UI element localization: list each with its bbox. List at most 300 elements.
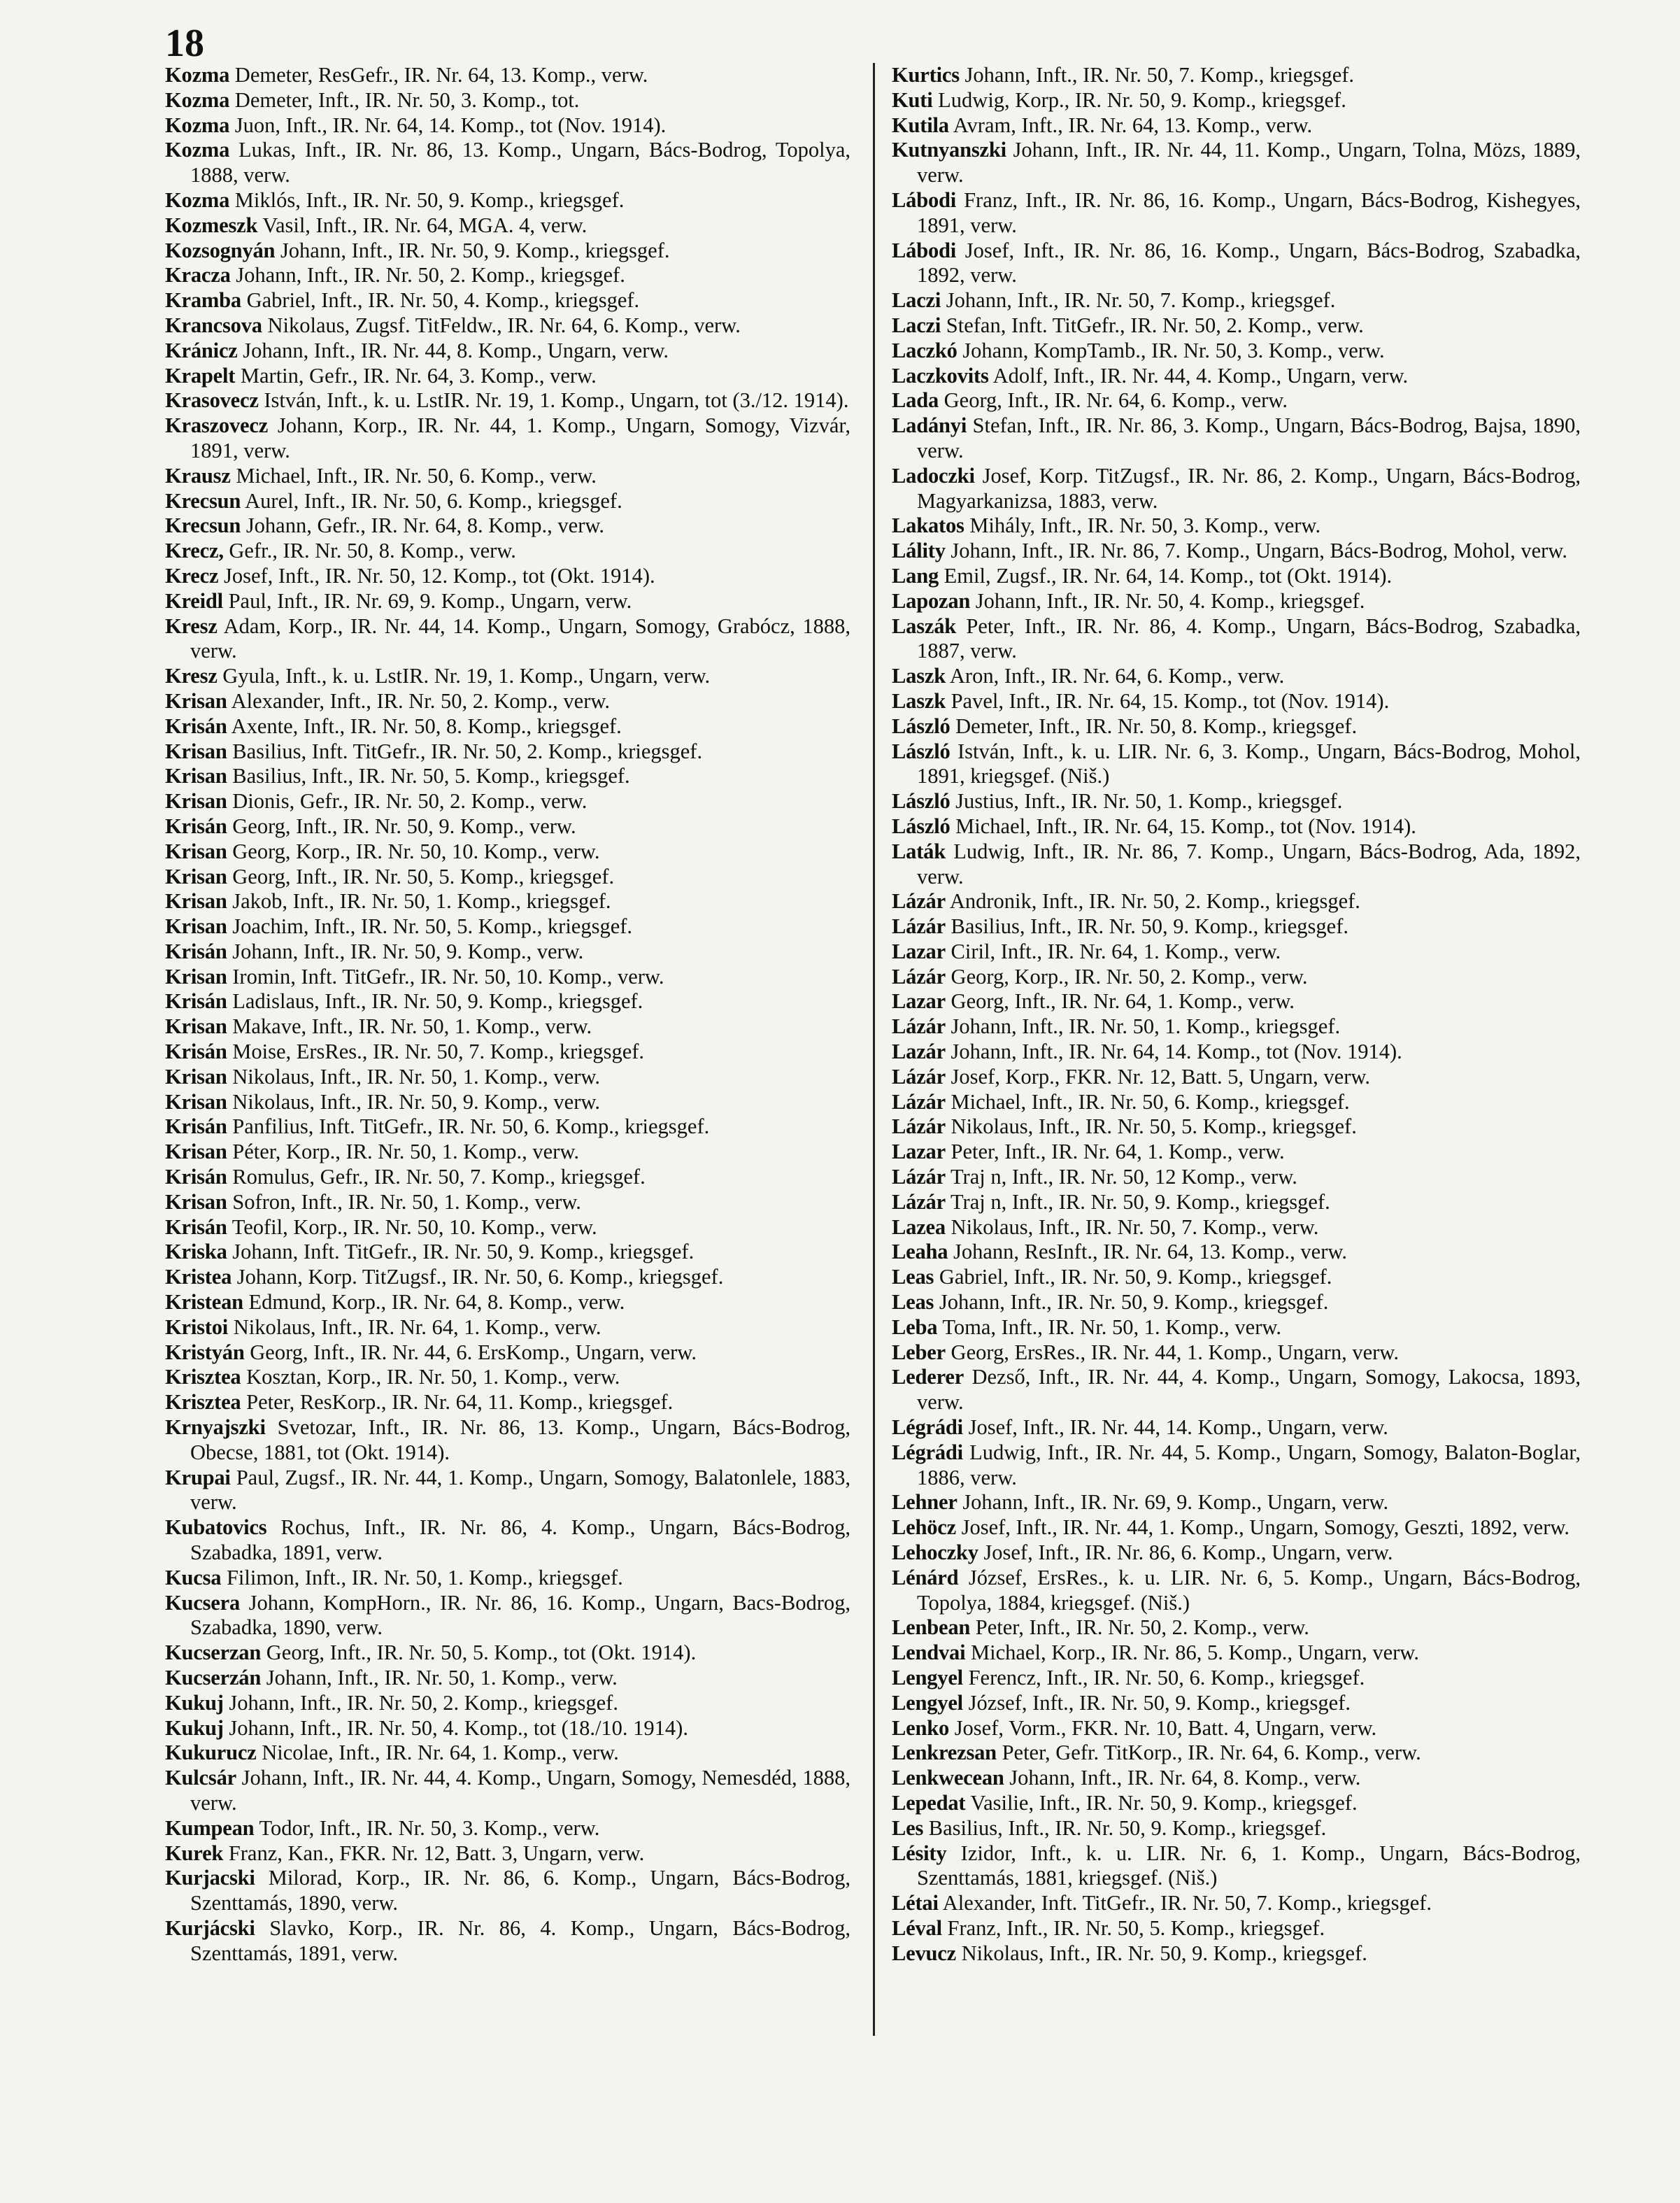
entry-details: József, ErsRes., k. u. LIR. Nr. 6, 5. Komp., Ungarn, Bács-Bodrog, Topolya, 1884, kriegsgef. (Niš.) [917,1565,1581,1615]
entry-details: Paul, Inft., IR. Nr. 69, 9. Komp., Ungarn, verw. [222,588,632,613]
entry-details: Romulus, Gefr., IR. Nr. 50, 7. Komp., kriegsgef. [227,1165,646,1189]
entry-surname: Krausz [165,463,231,488]
entry-surname: Kurjácski [165,1915,255,1940]
entry-details: Adolf, Inft., IR. Nr. 44, 4. Komp., Ungarn, verw. [988,363,1409,388]
entry-details: Nikolaus, Inft., IR. Nr. 64, 1. Komp., verw. [228,1315,601,1339]
entry-details: Moise, ErsRes., IR. Nr. 50, 7. Komp., kriegsgef. [227,1040,645,1064]
entry-details: Demeter, ResGefr., IR. Nr. 64, 13. Komp., verw. [229,63,648,87]
list-entry [165,239,850,264]
entry-surname: Lázár [892,964,946,989]
entry-surname: László [892,714,951,738]
entry-surname: Kutnyanszki [892,138,1006,162]
list-entry [892,1716,1581,1741]
list-entry [892,339,1581,364]
entry-details: Joachim, Inft., IR. Nr. 50, 5. Komp., kriegsgef. [227,914,633,939]
list-entry [165,1265,850,1290]
list-entry [892,1340,1581,1366]
entry-details: Johann, Inft., IR. Nr. 69, 9. Komp., Ungarn, verw. [957,1490,1389,1515]
entry-details: Filimon, Inft., IR. Nr. 50, 1. Komp., kriegsgef. [221,1565,623,1589]
entry-surname: Kránicz [165,338,238,362]
entry-surname: Kristyán [165,1340,245,1364]
entry-details: Johann, Inft., IR. Nr. 44, 8. Komp., Ungarn, verw. [237,338,669,362]
entry-details: Demeter, Inft., IR. Nr. 50, 8. Komp., kriegsgef. [950,714,1358,738]
entry-surname: Laták [892,839,946,863]
list-entry [892,739,1581,790]
entry-details: Johann, Inft., IR. Nr. 86, 7. Komp., Ungarn, Bács-Bodrog, Mohol, verw. [945,539,1567,563]
entry-details: Josef, Korp., FKR. Nr. 12, Batt. 5, Ungarn, verw. [945,1064,1371,1089]
entry-details: Nikolaus, Inft., IR. Nr. 50, 9. Komp., kriegsgef. [955,1941,1367,1965]
entry-details: Michael, Inft., IR. Nr. 50, 6. Komp., verw. [230,463,597,488]
entry-surname: Krisán [165,1040,227,1064]
list-entry [892,1515,1581,1540]
entry-surname: Lenko [892,1715,950,1740]
entry-details: Péter, Korp., IR. Nr. 50, 1. Komp., verw. [227,1140,579,1164]
entry-details: Peter, Inft., IR. Nr. 86, 4. Komp., Ungarn, Bács-Bodrog, Szabadka, 1887, verw. [917,614,1581,663]
entry-details: Georg, Inft., IR. Nr. 64, 6. Komp., verw. [939,388,1288,413]
entry-details: Andronik, Inft., IR. Nr. 50, 2. Komp., kriegsgef. [945,889,1360,914]
entry-surname: Krisan [165,1140,227,1164]
list-entry [165,313,850,339]
entry-surname: Krisan [165,1064,227,1089]
list-entry [892,1040,1581,1065]
list-entry [892,1540,1581,1566]
list-entry [892,789,1581,814]
entry-details: Traj n, Inft., IR. Nr. 50, 12 Komp., verw. [945,1165,1297,1189]
list-entry [165,1090,850,1115]
entry-surname: Laszák [892,614,957,638]
list-entry [892,1666,1581,1691]
list-entry [892,88,1581,113]
entry-details: Johann, KompTamb., IR. Nr. 50, 3. Komp., verw. [957,338,1385,362]
list-entry [892,589,1581,614]
list-entry [165,1390,850,1415]
entry-surname: Lapozan [892,588,971,613]
list-entry [892,1891,1581,1916]
list-entry [892,1014,1581,1040]
entry-surname: Krisán [165,939,227,963]
entry-surname: Kresz [165,614,218,638]
entry-details: Johann, Inft., IR. Nr. 50, 1. Komp., verw. [261,1666,618,1690]
list-entry [165,1766,850,1816]
list-entry [165,513,850,539]
list-entry [892,1916,1581,1941]
list-entry [165,1741,850,1766]
entry-surname: Lábodi [892,238,957,262]
entry-surname: Kurjacski [165,1866,255,1890]
entry-details: Josef, Inft., IR. Nr. 50, 12. Komp., tot (Okt. 1914). [218,563,655,588]
entry-surname: Krisán [165,1165,227,1189]
entry-details: Alexander, Inft. TitGefr., IR. Nr. 50, 7. Komp., kriegsgef. [938,1891,1432,1915]
entry-surname: Létai [892,1891,939,1915]
entry-surname: Krecz [165,563,219,588]
entry-surname: Lenkwecean [892,1766,1004,1790]
entry-surname: Kriska [165,1240,227,1264]
entry-details: Aurel, Inft., IR. Nr. 50, 6. Komp., kriegsgef. [241,488,622,513]
entry-details: Dionis, Gefr., IR. Nr. 50, 2. Komp., verw. [227,789,588,814]
entry-surname: Krisztea [165,1390,241,1415]
entry-surname: Krisan [165,914,227,939]
entry-details: Makave, Inft., IR. Nr. 50, 1. Komp., verw. [227,1014,592,1039]
entry-details: Emil, Zugsf., IR. Nr. 64, 14. Komp., tot (Okt. 1914). [939,563,1393,588]
entry-details: Gabriel, Inft., IR. Nr. 50, 9. Komp., kriegsgef. [934,1265,1332,1289]
entry-details: Georg, Inft., IR. Nr. 44, 6. ErsKomp., Ungarn, verw. [244,1340,697,1364]
list-entry [165,1240,850,1265]
list-entry [165,1190,850,1215]
entry-details: Ludwig, Inft., IR. Nr. 44, 5. Komp., Ungarn, Somogy, Balaton-Boglar, 1886, verw. [917,1440,1581,1489]
list-entry [165,1466,850,1516]
entry-details: Johann, Inft., IR. Nr. 50, 2. Komp., kriegsgef. [230,263,625,288]
entry-details: Johann, Inft., IR. Nr. 50, 2. Komp., kriegsgef. [223,1690,618,1715]
entry-details: József, Inft., IR. Nr. 50, 9. Komp., kriegsgef. [962,1690,1351,1715]
list-entry [892,113,1581,139]
list-entry [165,489,850,514]
entry-surname: Kubatovics [165,1515,267,1540]
entry-details: Josef, Inft., IR. Nr. 44, 14. Komp., Ungarn, verw. [962,1415,1388,1440]
entry-surname: Levucz [892,1941,956,1965]
list-entry [165,1165,850,1190]
list-entry [892,564,1581,589]
entry-details: Peter, Inft., IR. Nr. 64, 1. Komp., verw. [945,1140,1285,1164]
entry-details: Josef, Inft., IR. Nr. 86, 6. Komp., Ungarn, verw. [978,1540,1393,1565]
entry-surname: Kristea [165,1265,232,1289]
list-entry [165,1591,850,1641]
entry-surname: Krnyajszki [165,1415,266,1440]
list-entry [892,63,1581,88]
entry-details: Justius, Inft., IR. Nr. 50, 1. Komp., kriegsgef. [950,789,1343,814]
entry-surname: Leba [892,1315,938,1339]
entry-surname: Lenbean [892,1615,971,1640]
entry-surname: Krisan [165,1189,227,1214]
entry-surname: Les [892,1815,924,1840]
entry-details: Stefan, Inft., IR. Nr. 86, 3. Komp., Ungarn, Bács-Bodrog, Bajsa, 1890, verw. [917,413,1581,462]
list-entry [892,1791,1581,1816]
list-entry [892,1090,1581,1115]
entry-surname: Kozma [165,87,230,112]
entry-details: Basilius, Inft., IR. Nr. 50, 9. Komp., kriegsgef. [923,1815,1327,1840]
list-entry [892,513,1581,539]
entry-surname: Krisan [165,764,227,788]
list-entry [165,388,850,413]
entry-surname: László [892,814,951,838]
entry-details: Johann, Inft., IR. Nr. 50, 7. Komp., kriegsgef. [959,63,1355,87]
entry-details: Stefan, Inft. TitGefr., IR. Nr. 50, 2. Komp., verw. [941,313,1364,337]
entry-details: Gyula, Inft., k. u. LstIR. Nr. 19, 1. Komp., Ungarn, verw. [217,664,711,688]
list-entry [892,138,1581,188]
list-entry [892,1741,1581,1766]
entry-surname: Lázár [892,914,946,939]
entry-details: Nikolaus, Inft., IR. Nr. 50, 7. Komp., verw. [945,1214,1319,1239]
column-divider [873,63,875,2036]
entry-surname: Ladoczki [892,463,975,488]
list-entry [165,1215,850,1240]
entry-surname: László [892,739,951,763]
list-entry [892,239,1581,289]
entry-surname: Kurtics [892,63,960,87]
entry-details: Dezső, Inft., IR. Nr. 44, 4. Komp., Ungarn, Somogy, Lakocsa, 1893, verw. [917,1365,1581,1415]
entry-surname: Lázár [892,889,946,914]
entry-details: Johann, Inft. TitGefr., IR. Nr. 50, 9. Komp., kriegsgef. [227,1240,695,1264]
entry-surname: Lendvai [892,1641,966,1665]
entry-details: Ludwig, Inft., IR. Nr. 86, 7. Komp., Ungarn, Bács-Bodrog, Ada, 1892, verw. [917,839,1581,888]
entry-details: Basilius, Inft., IR. Nr. 50, 9. Komp., kriegsgef. [945,914,1348,939]
entry-surname: Krasovecz [165,388,259,413]
entry-surname: Krisan [165,1014,227,1039]
list-entry [892,1566,1581,1616]
entry-surname: Laczkovits [892,363,989,388]
list-entry [892,664,1581,689]
entry-details: Johann, Inft., IR. Nr. 50, 9. Komp., kriegsgef. [934,1290,1329,1315]
entry-details: Jakob, Inft., IR. Nr. 50, 1. Komp., kriegsgef. [227,889,611,914]
entry-details: Nikolaus, Inft., IR. Nr. 50, 5. Komp., kriegsgef. [945,1114,1357,1139]
entry-surname: Kumpean [165,1815,255,1840]
list-entry [892,614,1581,665]
list-entry [165,764,850,789]
entry-surname: Ladányi [892,413,967,438]
entry-details: Basilius, Inft., IR. Nr. 50, 5. Komp., kriegsgef. [227,764,630,788]
entry-surname: Lazar [892,989,946,1014]
list-entry [165,1916,850,1967]
list-entry [892,288,1581,313]
list-entry [892,1140,1581,1165]
list-entry [892,1766,1581,1791]
list-entry [165,1040,850,1065]
entry-details: Iromin, Inft. TitGefr., IR. Nr. 50, 10. Komp., verw. [227,964,664,989]
entry-surname: Kulcsár [165,1766,236,1790]
entry-surname: Leaha [892,1240,948,1264]
list-entry [892,1816,1581,1841]
list-entry [892,313,1581,339]
entry-details: Johann, KompHorn., IR. Nr. 86, 16. Komp., Ungarn, Bacs-Bodrog, Szabadka, 1890, verw. [190,1590,850,1640]
entry-details: Ciril, Inft., IR. Nr. 64, 1. Komp., verw. [945,939,1281,963]
entry-surname: Kukuj [165,1715,224,1740]
entry-details: Johann, Inft., IR. Nr. 50, 4. Komp., kriegsgef. [970,588,1365,613]
entry-details: Peter, Inft., IR. Nr. 50, 2. Komp., verw. [970,1615,1309,1640]
entry-surname: Kucserzan [165,1641,262,1665]
list-entry [165,914,850,940]
entry-details: Michael, Inft., IR. Nr. 50, 6. Komp., kriegsgef. [945,1089,1350,1114]
list-entry [165,889,850,914]
list-entry [165,364,850,389]
list-entry [165,1290,850,1315]
entry-details: Basilius, Inft. TitGefr., IR. Nr. 50, 2. Komp., kriegsgef. [227,739,703,763]
entry-details: Aron, Inft., IR. Nr. 64, 6. Komp., verw. [945,664,1285,688]
list-entry [892,1240,1581,1265]
entry-details: Panfilius, Inft. TitGefr., IR. Nr. 50, 6. Komp., kriegsgef. [227,1114,710,1139]
list-entry [892,1615,1581,1641]
entry-surname: Laszk [892,664,946,688]
entry-surname: Lada [892,388,939,413]
list-entry [165,814,850,840]
entry-details: Johann, Inft., IR. Nr. 50, 9. Komp., verw. [227,939,584,963]
entry-details: Adam, Korp., IR. Nr. 44, 14. Komp., Ungarn, Somogy, Grabócz, 1888, verw. [190,614,850,663]
entry-surname: Krisán [165,1214,227,1239]
entry-details: Pavel, Inft., IR. Nr. 64, 15. Komp., tot (Nov. 1914). [945,688,1390,713]
entry-details: Peter, ResKorp., IR. Nr. 64, 11. Komp., kriegsgef. [241,1390,674,1415]
entry-surname: Légrádi [892,1440,963,1464]
list-entry [892,539,1581,564]
list-entry [165,940,850,965]
list-entry [165,1716,850,1741]
list-entry [892,1691,1581,1716]
entry-surname: Leber [892,1340,946,1364]
entry-details: Kosztan, Korp., IR. Nr. 50, 1. Komp., verw. [241,1365,620,1389]
list-entry [892,689,1581,714]
list-entry [892,1315,1581,1340]
list-entry [165,138,850,188]
list-entry [165,965,850,990]
entry-details: Avram, Inft., IR. Nr. 64, 13. Komp., verw. [948,113,1313,137]
list-entry [892,814,1581,840]
entry-surname: Lehner [892,1490,958,1515]
entry-surname: Krisan [165,688,227,713]
entry-surname: Krisán [165,1114,227,1139]
entry-surname: Laczkó [892,338,958,362]
entry-surname: Kozsognyán [165,238,276,262]
entry-surname: Lazar [892,1140,946,1164]
entry-surname: Lazar [892,939,946,963]
entry-details: Josef, Inft., IR. Nr. 86, 16. Komp., Ungarn, Bács-Bodrog, Szabadka, 1892, verw. [917,238,1581,288]
entry-details: Edmund, Korp., IR. Nr. 64, 8. Komp., verw. [243,1290,625,1315]
list-entry [892,1490,1581,1515]
entry-surname: László [892,789,951,814]
entry-details: Teofil, Korp., IR. Nr. 50, 10. Komp., verw. [227,1214,597,1239]
list-entry [892,965,1581,990]
entry-details: Milorad, Korp., IR. Nr. 86, 6. Komp., Ungarn, Bács-Bodrog, Szenttamás, 1890, verw. [190,1866,850,1915]
entry-details: Johann, Inft., IR. Nr. 50, 7. Komp., kriegsgef. [941,288,1336,313]
entry-surname: Lálity [892,539,946,563]
entry-details: Alexander, Inft., IR. Nr. 50, 2. Komp., verw. [227,688,611,713]
list-entry [892,889,1581,914]
list-entry [165,589,850,614]
entry-details: Mihály, Inft., IR. Nr. 50, 3. Komp., verw. [964,513,1321,538]
entry-surname: Lázár [892,1165,946,1189]
entry-surname: Lázár [892,1114,946,1139]
list-entry [165,539,850,564]
entry-details: Sofron, Inft., IR. Nr. 50, 1. Komp., verw. [227,1189,581,1214]
list-entry [165,1065,850,1090]
entry-details: Michael, Korp., IR. Nr. 86, 5. Komp., Ungarn, verw. [965,1641,1419,1665]
entry-details: Juon, Inft., IR. Nr. 64, 14. Komp., tot (Nov. 1914). [229,113,667,137]
list-entry [165,88,850,113]
entry-surname: Leas [892,1290,934,1315]
list-entry [165,789,850,814]
list-entry [165,1365,850,1390]
entry-surname: Lehoczky [892,1540,978,1565]
entry-surname: Krancsova [165,313,262,337]
entry-details: Vasil, Inft., IR. Nr. 64, MGA. 4, verw. [257,213,588,237]
entry-surname: Kukuj [165,1690,224,1715]
entry-details: Gabriel, Inft., IR. Nr. 50, 4. Komp., kriegsgef. [241,288,640,313]
entry-surname: Kresz [165,664,218,688]
entry-details: Lukas, Inft., IR. Nr. 86, 13. Komp., Ungarn, Bács-Bodrog, Topolya, 1888, verw. [190,138,850,187]
list-entry [165,1566,850,1591]
list-entry [892,413,1581,464]
entry-surname: Kracza [165,263,231,288]
entry-details: Johann, Gefr., IR. Nr. 64, 8. Komp., verw. [241,513,605,538]
entry-surname: Krisan [165,964,227,989]
list-entry [165,689,850,714]
entry-details: Nicolae, Inft., IR. Nr. 64, 1. Komp., verw. [256,1741,619,1765]
entry-surname: Kristean [165,1290,243,1315]
list-entry [165,614,850,665]
entry-details: Traj n, Inft., IR. Nr. 50, 9. Komp., kriegsgef. [945,1189,1330,1214]
list-entry [165,1415,850,1466]
entry-surname: Krisan [165,739,227,763]
entry-details: Todor, Inft., IR. Nr. 50, 3. Komp., verw. [254,1815,600,1840]
entry-surname: Krisztea [165,1365,241,1389]
entry-details: Nikolaus, Inft., IR. Nr. 50, 1. Komp., verw. [227,1064,601,1089]
list-entry [892,1365,1581,1415]
entry-surname: Kozma [165,63,230,87]
entry-surname: Krisan [165,864,227,888]
entry-surname: Lázár [892,1014,946,1039]
list-entry [165,664,850,689]
entry-surname: Lengyel [892,1666,963,1690]
entry-surname: Lázár [892,1064,946,1089]
entry-surname: Krecz, [165,539,224,563]
entry-details: Ludwig, Korp., IR. Nr. 50, 9. Komp., kriegsgef. [932,87,1346,112]
entry-details: Nikolaus, Inft., IR. Nr. 50, 9. Komp., verw. [227,1089,601,1114]
entry-details: Georg, Korp., IR. Nr. 50, 10. Komp., verw. [227,839,600,863]
list-entry [165,1816,850,1841]
entry-surname: Lengyel [892,1690,963,1715]
entry-details: Johann, ResInft., IR. Nr. 64, 13. Komp., verw. [948,1240,1348,1264]
entry-surname: Krapelt [165,363,236,388]
entry-surname: Légrádi [892,1415,963,1440]
entry-surname: Kucsa [165,1565,222,1589]
entry-surname: Kozma [165,138,230,162]
entry-details: István, Inft., k. u. LstIR. Nr. 19, 1. Komp., Ungarn, tot (3./12. 1914). [258,388,849,413]
list-entry [892,1941,1581,1967]
entry-surname: Lepedat [892,1790,966,1815]
entry-surname: Krupai [165,1465,231,1489]
entry-surname: Kramba [165,288,241,313]
list-entry [165,989,850,1014]
entry-details: Georg, Inft., IR. Nr. 50, 9. Komp., verw. [227,814,576,838]
list-entry [165,288,850,313]
list-entry [165,1315,850,1340]
entry-details: Johann, Inft., IR. Nr. 50, 4. Komp., tot (18./10. 1914). [223,1715,688,1740]
entry-surname: Lázár [892,1089,946,1114]
list-entry [165,564,850,589]
entry-details: Franz, Inft., IR. Nr. 50, 5. Komp., kriegsgef. [941,1915,1325,1940]
entry-details: István, Inft., k. u. LIR. Nr. 6, 3. Komp., Ungarn, Bács-Bodrog, Mohol, 1891, kriegsgef. (Niš.) [917,739,1581,788]
entry-details: Miklós, Inft., IR. Nr. 50, 9. Komp., kriegsgef. [229,187,625,212]
entry-surname: Laczi [892,288,941,313]
entry-details: Johann, Inft., IR. Nr. 44, 11. Komp., Ungarn, Tolna, Mözs, 1889, verw. [917,138,1581,187]
entry-surname: Krisan [165,889,227,914]
entry-details: Ferencz, Inft., IR. Nr. 50, 6. Komp., kriegsgef. [962,1666,1365,1690]
entry-surname: Krisán [165,814,227,838]
list-entry [892,1290,1581,1315]
entry-details: Axente, Inft., IR. Nr. 50, 8. Komp., kriegsgef. [227,714,622,738]
list-entry [165,865,850,890]
entry-surname: Lazea [892,1214,946,1239]
entry-surname: Lederer [892,1365,964,1389]
list-entry [892,1641,1581,1666]
entry-details: Johann, Inft., IR. Nr. 44, 4. Komp., Ungarn, Somogy, Nemesdéd, 1888, verw. [190,1766,850,1815]
list-entry [892,714,1581,739]
entry-surname: Kukurucz [165,1741,257,1765]
entry-surname: Kozma [165,113,230,137]
list-entry [165,739,850,765]
list-entry [165,1515,850,1566]
list-entry [892,1265,1581,1290]
list-entry [165,1641,850,1666]
list-entry [165,464,850,489]
entry-surname: Krisán [165,989,227,1014]
entry-details: Franz, Inft., IR. Nr. 86, 16. Komp., Ungarn, Bács-Bodrog, Kishegyes, 1891, verw. [917,187,1581,237]
